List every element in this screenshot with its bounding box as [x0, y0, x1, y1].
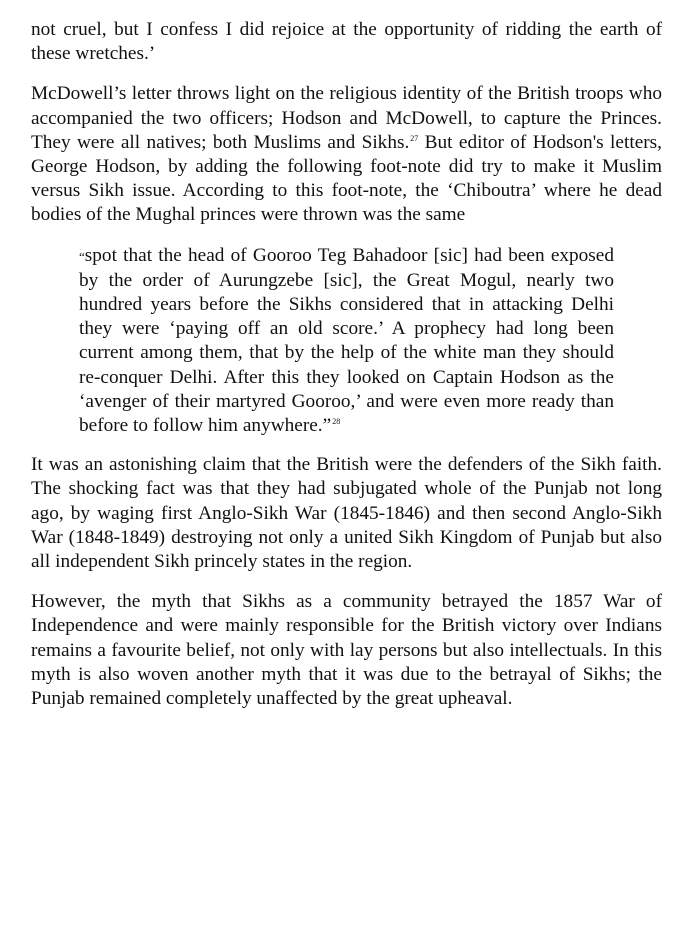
- block-quote: [79, 244, 614, 439]
- paragraph-myth: However, the myth that Sikhs as a community betrayed the 1857 War of Independence and were mainly responsible for the British victory over Indians remains a favourite belief, not only with lay persons but also intellectuals. In this myth is also woven another myth that it was due to the betrayal of Sikhs; the Punjab remained completely unaffected by the great upheaval.: [31, 591, 662, 710]
- paragraph-astonishing-claim: It was an astonishing claim that the British were the defenders of the Sikh faith. The shocking fact was that they had subjugated whole of the Punjab not long ago, by waging first Anglo-Sikh War (1845-1846) and then second Anglo-Sikh War (1848-1849) destroying not only a united Sikh Kingdom of Punjab but also all independent Sikh princely states in the region.: [31, 454, 662, 573]
- block-quote-text: spot that the head of Gooroo Teg Bahadoor [sic] had been exposed by the order of Aurungzebe [sic], the Great Mogul, nearly two hundred years before the Sikhs considered that in attacking Delhi they were ‘paying off an old score.’ A prophecy had long been current among them, that by the help of the white man they should re-conquer Delhi. After this they looked on Captain Hodson as the ‘avenger of their martyred Gooroo,’ and were even more ready than before to follow him anywhere.”: [79, 244, 614, 437]
- footnote-ref-27: 27: [410, 133, 419, 143]
- open-quote-mark: “: [79, 248, 85, 264]
- footnote-ref-28: 28: [332, 417, 341, 427]
- paragraph-text-continued: But editor of Hodson's letters, George Hodson, by adding the following foot-note did try to make it Muslim versus Sikh issue. According to this foot-note, the ‘Chiboutra’ where he dead bodies of the Mughal princes were thrown was the same: [31, 131, 662, 226]
- paragraph-text: McDowell’s letter throws light on the religious identity of the British troops who accompanied the two officers; Hodson and McDowell, to capture the Princes. They were all natives; both Muslims and Sikhs.: [31, 83, 662, 153]
- paragraph-quote-ending: not cruel, but I confess I did rejoice at the opportunity of ridding the earth of these wretches.’: [31, 19, 662, 65]
- page-body: [31, 0, 662, 711]
- paragraph-mcdowell-letter: [31, 82, 662, 227]
